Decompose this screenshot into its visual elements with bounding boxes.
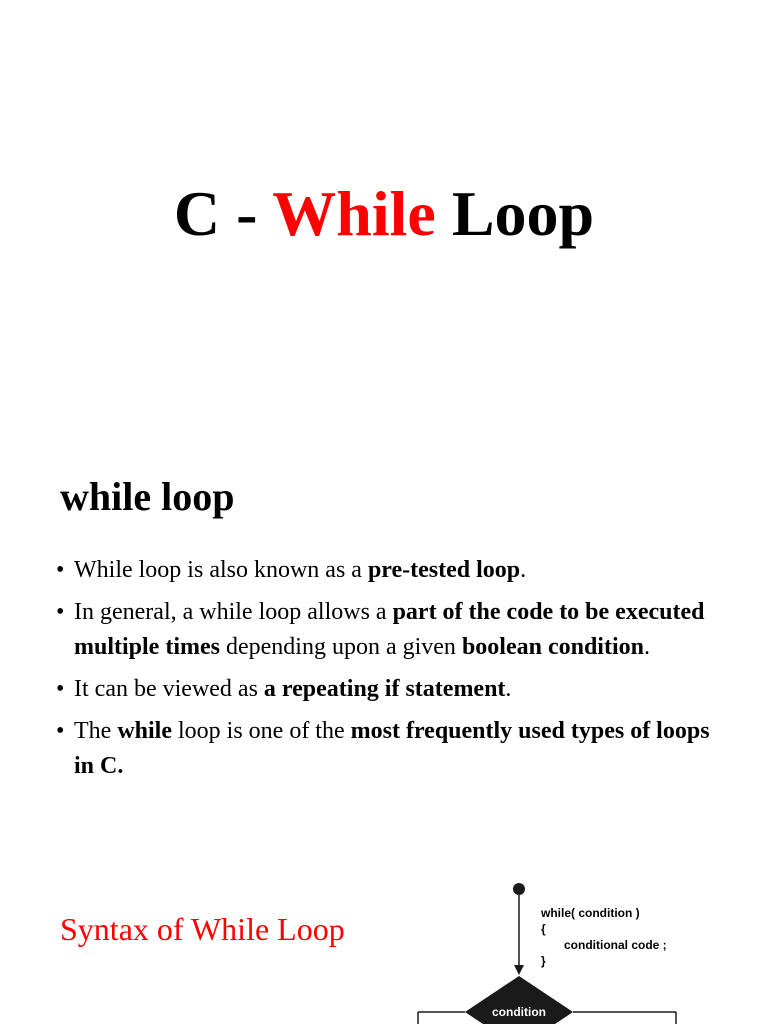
bullet-text-bold: boolean condition <box>461 634 644 660</box>
title-part-c: C - <box>173 178 273 249</box>
title-part-loop: Loop <box>435 178 595 249</box>
bullet-text-plain: . <box>505 676 512 702</box>
title-part-while: While <box>272 178 436 249</box>
syntax-heading: Syntax of While Loop <box>60 911 345 947</box>
bullet-text-plain: depending upon a given <box>219 634 462 660</box>
code-line-body: conditional code ; <box>564 938 667 952</box>
bullet-text-plain: The <box>74 718 118 744</box>
section-heading: while loop <box>60 474 235 519</box>
bullet-text-plain: loop is one of the <box>171 718 351 744</box>
condition-label: condition <box>492 1005 546 1019</box>
bullet-text-bold: part of the code to be executed multiple times <box>74 599 705 660</box>
code-line-open-brace: { <box>541 922 546 936</box>
start-node-icon <box>513 883 525 895</box>
bullet-text-bold: while <box>117 718 172 744</box>
bullet-marker: • <box>56 718 65 744</box>
bullet-text-bold: a repeating if statement <box>263 676 506 702</box>
bullet-text-plain: In general, a while loop allows a <box>74 599 393 625</box>
code-line-while: while( condition ) <box>541 906 640 920</box>
bullet-text-plain: . <box>520 557 527 583</box>
bullet-marker: • <box>56 676 65 702</box>
bullet-marker: • <box>56 599 65 625</box>
bullet-text-plain: While loop is also known as a <box>74 557 368 583</box>
bullet-text-bold: most frequently used types of loops in C. <box>74 718 710 779</box>
bullet-marker: • <box>56 557 65 583</box>
bullet-text-bold: pre-tested loop <box>367 557 521 583</box>
code-line-close-brace: } <box>541 954 546 968</box>
bullet-text-plain: . <box>643 634 650 660</box>
bullet-text-plain: It can be viewed as <box>74 676 264 702</box>
